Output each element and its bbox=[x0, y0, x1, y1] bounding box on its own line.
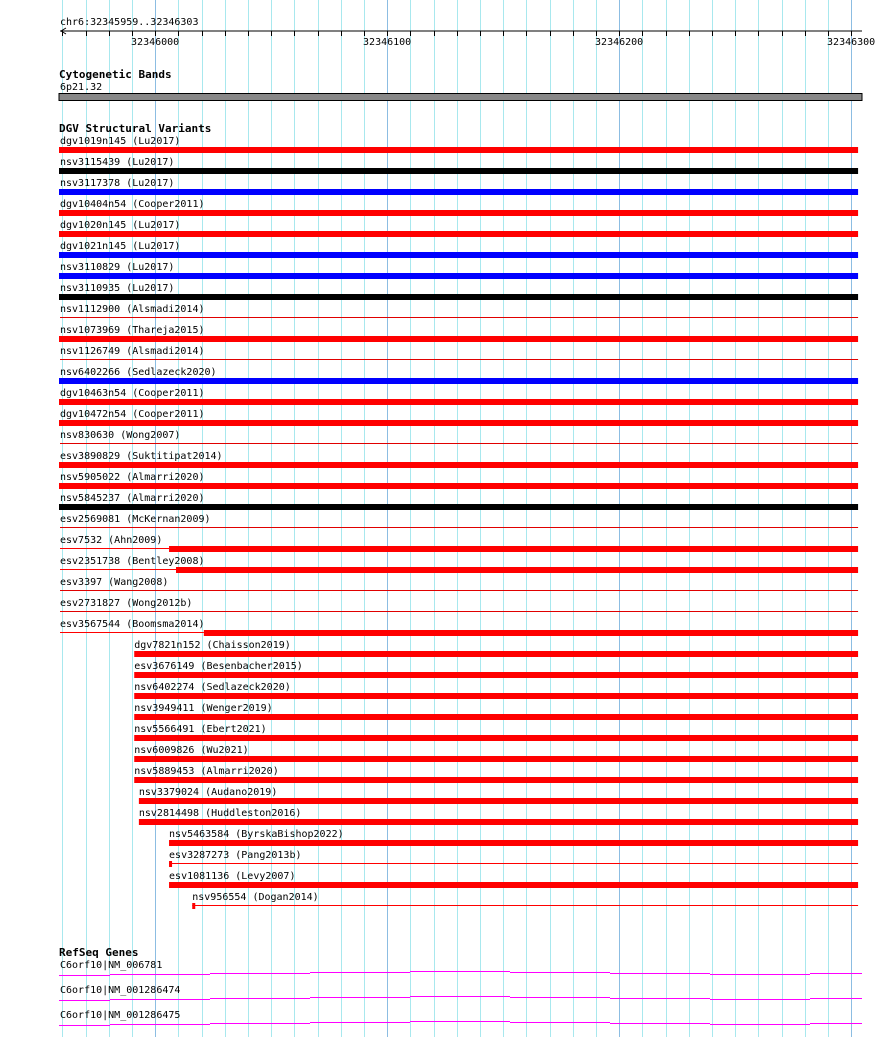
refseq-track bbox=[59, 946, 862, 1026]
sv-feature-bar bbox=[59, 420, 858, 426]
sv-feature-line bbox=[60, 527, 858, 528]
sv-feature[interactable] bbox=[59, 493, 858, 510]
gene-line bbox=[310, 997, 410, 998]
gene-line bbox=[59, 1025, 110, 1026]
sv-feature-label: esv1081136 (Levy2007) bbox=[169, 871, 296, 882]
gene-line bbox=[210, 1023, 310, 1024]
gene-line bbox=[810, 1023, 862, 1024]
sv-feature-bar bbox=[59, 294, 858, 300]
sv-feature-line bbox=[60, 317, 858, 318]
sv-feature-label: nsv3379024 (Audano2019) bbox=[138, 787, 278, 798]
sv-feature-label: nsv1112900 (Alsmadi2014) bbox=[60, 304, 205, 315]
gene-line bbox=[110, 999, 210, 1000]
sv-feature-label: esv2351738 (Bentley2008) bbox=[60, 556, 205, 567]
gene-label: C6orf10|NM_001286475 bbox=[60, 1010, 181, 1021]
gene-line bbox=[410, 1021, 510, 1022]
sv-feature[interactable] bbox=[169, 850, 858, 867]
gene-line bbox=[610, 1023, 710, 1024]
sv-feature-bar bbox=[59, 462, 858, 468]
sv-feature-line bbox=[60, 359, 858, 360]
gene-line bbox=[710, 974, 810, 975]
sv-feature-label: nsv5463584 (ByrskaBishop2022) bbox=[169, 829, 344, 840]
gene-line bbox=[710, 999, 810, 1000]
track-title-refseq: RefSeq Genes bbox=[59, 946, 139, 959]
gene-line bbox=[810, 973, 862, 974]
cytoband-track bbox=[59, 68, 862, 101]
sv-feature[interactable] bbox=[60, 535, 858, 552]
sv-feature[interactable] bbox=[59, 241, 858, 258]
gene-feature[interactable] bbox=[59, 985, 862, 1001]
sv-feature[interactable] bbox=[134, 682, 858, 699]
sv-feature[interactable] bbox=[60, 556, 858, 573]
sv-feature-line bbox=[169, 863, 858, 864]
sv-feature-bar bbox=[139, 819, 858, 825]
gene-line bbox=[310, 972, 410, 973]
sv-feature-line bbox=[60, 548, 169, 549]
sv-feature[interactable] bbox=[59, 367, 858, 384]
gene-line bbox=[210, 973, 310, 974]
sv-feature-label: esv3287273 (Pang2013b) bbox=[169, 850, 302, 861]
sv-feature-label: esv3890829 (Suktitipat2014) bbox=[60, 451, 223, 462]
sv-feature[interactable] bbox=[134, 703, 858, 720]
sv-feature-bar bbox=[134, 651, 858, 657]
sv-feature-bar bbox=[176, 567, 858, 573]
sv-feature-label: dgv10472n54 (Cooper2011) bbox=[60, 409, 205, 420]
gene-line bbox=[510, 1022, 610, 1023]
sv-feature[interactable] bbox=[134, 640, 858, 657]
sv-feature[interactable] bbox=[59, 220, 858, 237]
gene-feature[interactable] bbox=[59, 960, 862, 976]
sv-feature[interactable] bbox=[60, 346, 858, 360]
sv-feature-label: esv2731827 (Wong2012b) bbox=[60, 598, 193, 609]
sv-feature-label: dgv7821n152 (Chaisson2019) bbox=[134, 640, 291, 651]
sv-feature-label: dgv10463n54 (Cooper2011) bbox=[60, 388, 205, 399]
sv-feature[interactable] bbox=[60, 619, 858, 636]
sv-feature[interactable] bbox=[169, 871, 858, 888]
sv-feature[interactable] bbox=[134, 724, 858, 741]
sv-feature-bar bbox=[59, 252, 858, 258]
sv-feature-bar bbox=[59, 231, 858, 237]
ruler-tick-label: 32346300 bbox=[827, 37, 876, 48]
sv-feature-label: nsv3110935 (Lu2017) bbox=[60, 283, 175, 294]
sv-feature[interactable] bbox=[60, 430, 858, 444]
dgv-track bbox=[59, 122, 858, 909]
ruler[interactable] bbox=[60, 17, 875, 48]
sv-feature-bar bbox=[169, 840, 858, 846]
sv-feature[interactable] bbox=[59, 325, 858, 342]
gene-line bbox=[110, 1024, 210, 1025]
sv-feature-label: nsv5889453 (Almarri2020) bbox=[134, 766, 279, 777]
sv-feature-bar bbox=[59, 378, 858, 384]
gene-line bbox=[610, 973, 710, 974]
sv-feature-bar bbox=[134, 714, 858, 720]
cytoband-label: 6p21.32 bbox=[60, 82, 103, 93]
sv-feature-bar bbox=[169, 861, 172, 867]
sv-feature-label: esv2569081 (McKernan2009) bbox=[60, 514, 211, 525]
sv-feature-label: esv3397 (Wang2008) bbox=[60, 577, 169, 588]
sv-feature-label: nsv830630 (Wong2007) bbox=[60, 430, 181, 441]
sv-feature-bar bbox=[134, 777, 858, 783]
track-title-cytoband: Cytogenetic Bands bbox=[59, 68, 172, 81]
sv-feature-bar bbox=[59, 168, 858, 174]
sv-feature-label: nsv5566491 (Ebert2021) bbox=[134, 724, 267, 735]
gene-feature[interactable] bbox=[59, 1010, 862, 1026]
sv-feature-label: dgv1021n145 (Lu2017) bbox=[60, 241, 181, 252]
sv-feature[interactable] bbox=[134, 745, 858, 762]
sv-feature-label: dgv10404n54 (Cooper2011) bbox=[60, 199, 205, 210]
sv-feature-line bbox=[60, 632, 204, 633]
sv-feature[interactable] bbox=[59, 409, 858, 426]
sv-feature-bar bbox=[169, 882, 858, 888]
track-title-dgv: DGV Structural Variants bbox=[59, 122, 212, 135]
gene-line bbox=[410, 971, 510, 972]
sv-feature-label: esv3567544 (Boomsma2014) bbox=[60, 619, 205, 630]
gene-label: C6orf10|NM_006781 bbox=[60, 960, 163, 971]
sv-feature-bar bbox=[134, 756, 858, 762]
sv-feature-label: nsv1073969 (Thareja2015) bbox=[60, 325, 205, 336]
sv-feature-bar bbox=[192, 903, 195, 909]
gene-line bbox=[710, 1024, 810, 1025]
sv-feature[interactable] bbox=[60, 304, 858, 318]
sv-feature-label: esv3676149 (Besenbacher2015) bbox=[134, 661, 303, 672]
sv-feature-bar bbox=[59, 147, 858, 153]
sv-feature-bar bbox=[59, 399, 858, 405]
sv-feature-label: nsv6402266 (Sedlazeck2020) bbox=[60, 367, 217, 378]
ruler-tick-label: 32346000 bbox=[131, 37, 180, 48]
sv-feature[interactable] bbox=[60, 514, 858, 528]
sv-feature-label: nsv1126749 (Alsmadi2014) bbox=[60, 346, 205, 357]
sv-feature-line bbox=[192, 905, 858, 906]
sv-feature[interactable] bbox=[134, 766, 858, 783]
sv-feature-line bbox=[60, 443, 858, 444]
gene-line bbox=[310, 1022, 410, 1023]
sv-feature-line bbox=[60, 611, 858, 612]
sv-feature[interactable] bbox=[169, 829, 858, 846]
gene-line bbox=[510, 997, 610, 998]
ruler-tick-label: 32346200 bbox=[595, 37, 644, 48]
sv-feature-label: nsv5905022 (Almarri2020) bbox=[60, 472, 205, 483]
region-label: chr6:32345959..32346303 bbox=[60, 17, 199, 28]
gene-line bbox=[410, 996, 510, 997]
sv-feature-label: nsv6009826 (Wu2021) bbox=[134, 745, 249, 756]
sv-feature[interactable] bbox=[59, 388, 858, 405]
cytoband-bar[interactable] bbox=[59, 94, 862, 101]
gene-line bbox=[59, 1000, 110, 1001]
sv-feature[interactable] bbox=[59, 136, 858, 153]
sv-feature[interactable] bbox=[134, 661, 858, 678]
sv-feature-label: nsv3117378 (Lu2017) bbox=[60, 178, 175, 189]
sv-feature-bar bbox=[134, 735, 858, 741]
sv-feature-bar bbox=[59, 483, 858, 489]
sv-feature-bar bbox=[59, 504, 858, 510]
sv-feature-label: esv7532 (Ahn2009) bbox=[60, 535, 163, 546]
sv-feature-bar bbox=[204, 630, 858, 636]
sv-feature-line bbox=[60, 590, 858, 591]
sv-feature[interactable] bbox=[59, 472, 858, 489]
sv-feature-label: nsv5845237 (Almarri2020) bbox=[60, 493, 205, 504]
sv-feature-line bbox=[60, 569, 176, 570]
sv-feature-bar bbox=[59, 273, 858, 279]
gene-line bbox=[610, 998, 710, 999]
sv-feature-bar bbox=[59, 210, 858, 216]
sv-feature-bar bbox=[134, 693, 858, 699]
gene-line bbox=[210, 998, 310, 999]
gene-line bbox=[510, 972, 610, 973]
sv-feature-bar bbox=[169, 546, 858, 552]
sv-feature-label: nsv956554 (Dogan2014) bbox=[192, 892, 319, 903]
gene-line bbox=[110, 974, 210, 975]
sv-feature[interactable] bbox=[60, 598, 858, 612]
gene-label: C6orf10|NM_001286474 bbox=[60, 985, 181, 996]
gene-line bbox=[59, 975, 110, 976]
sv-feature-label: nsv6402274 (Sedlazeck2020) bbox=[134, 682, 291, 693]
sv-feature-label: nsv3949411 (Wenger2019) bbox=[134, 703, 273, 714]
sv-feature-bar bbox=[59, 336, 858, 342]
gene-line bbox=[810, 998, 862, 999]
sv-feature-bar bbox=[139, 798, 858, 804]
sv-feature[interactable] bbox=[59, 451, 858, 468]
sv-feature-bar bbox=[59, 189, 858, 195]
sv-feature[interactable] bbox=[139, 808, 858, 825]
ruler-tick-label: 32346100 bbox=[363, 37, 412, 48]
sv-feature-label: nsv3110829 (Lu2017) bbox=[60, 262, 175, 273]
sv-feature[interactable] bbox=[60, 577, 858, 591]
sv-feature-label: nsv2814498 (Huddleston2016) bbox=[138, 808, 302, 819]
sv-feature-bar bbox=[134, 672, 858, 678]
sv-feature[interactable] bbox=[139, 787, 858, 804]
sv-feature-label: nsv3115439 (Lu2017) bbox=[60, 157, 175, 168]
sv-feature[interactable] bbox=[59, 199, 858, 216]
sv-feature-label: dgv1020n145 (Lu2017) bbox=[60, 220, 181, 231]
sv-feature-label: dgv1019n145 (Lu2017) bbox=[60, 136, 181, 147]
